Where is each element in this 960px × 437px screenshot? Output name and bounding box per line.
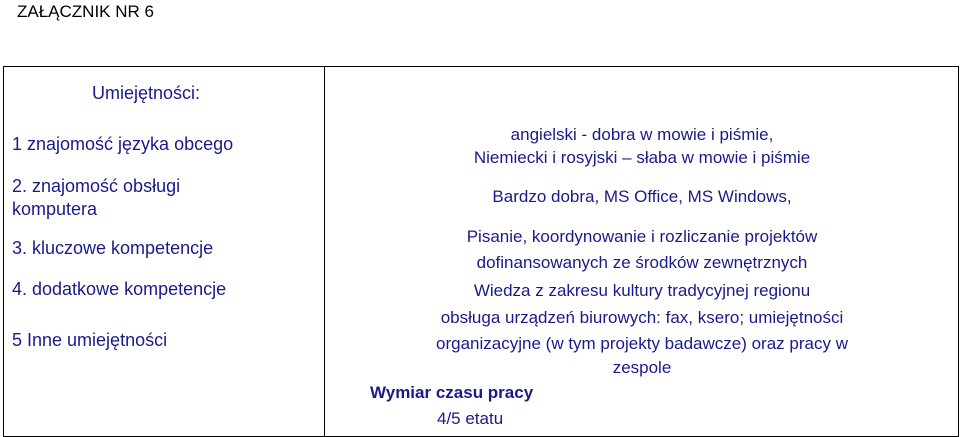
- work-time-title: Wymiar czasu pracy: [370, 383, 534, 402]
- table-border-left: [3, 66, 4, 437]
- row-label-language: 1 znajomość języka obcego: [12, 134, 234, 154]
- row-value-other-skills-3: zespole: [612, 358, 672, 377]
- row-value-key-competences-1: Pisanie, koordynowanie i rozliczanie projektów: [466, 227, 818, 246]
- row-value-key-competences-2: dofinansowanych ze środków zewnętrznych: [476, 253, 808, 272]
- table-border-top: [3, 66, 959, 67]
- row-label-computer-2: komputera: [12, 199, 98, 219]
- work-time-value: 4/5 etatu: [437, 409, 504, 428]
- row-label-other-skills: 5 Inne umiejętności: [12, 330, 168, 350]
- row-value-additional-competences: Wiedza z zakresu kultury tradycyjnej regionu: [473, 281, 811, 300]
- row-label-additional-competences: 4. dodatkowe kompetencje: [12, 279, 227, 299]
- attachment-header: ZAŁĄCZNIK NR 6: [17, 2, 154, 21]
- row-label-key-competences: 3. kluczowe kompetencje: [12, 238, 214, 258]
- row-value-language-2: Niemiecki i rosyjski – słaba w mowie i piśmie: [473, 148, 811, 167]
- skills-title: Umiejętności:: [92, 83, 201, 103]
- row-value-computer: Bardzo dobra, MS Office, MS Windows,: [492, 187, 792, 206]
- table-border-right: [958, 66, 959, 437]
- table-divider: [324, 66, 325, 437]
- row-value-other-skills-1: obsługa urządzeń biurowych: fax, ksero; umiejętności: [440, 308, 844, 327]
- row-value-other-skills-2: organizacyjne (w tym projekty badawcze) oraz pracy w: [436, 334, 848, 353]
- row-value-language-1: angielski - dobra w mowie i piśmie,: [510, 125, 774, 144]
- row-label-computer-1: 2. znajomość obsługi: [12, 176, 181, 196]
